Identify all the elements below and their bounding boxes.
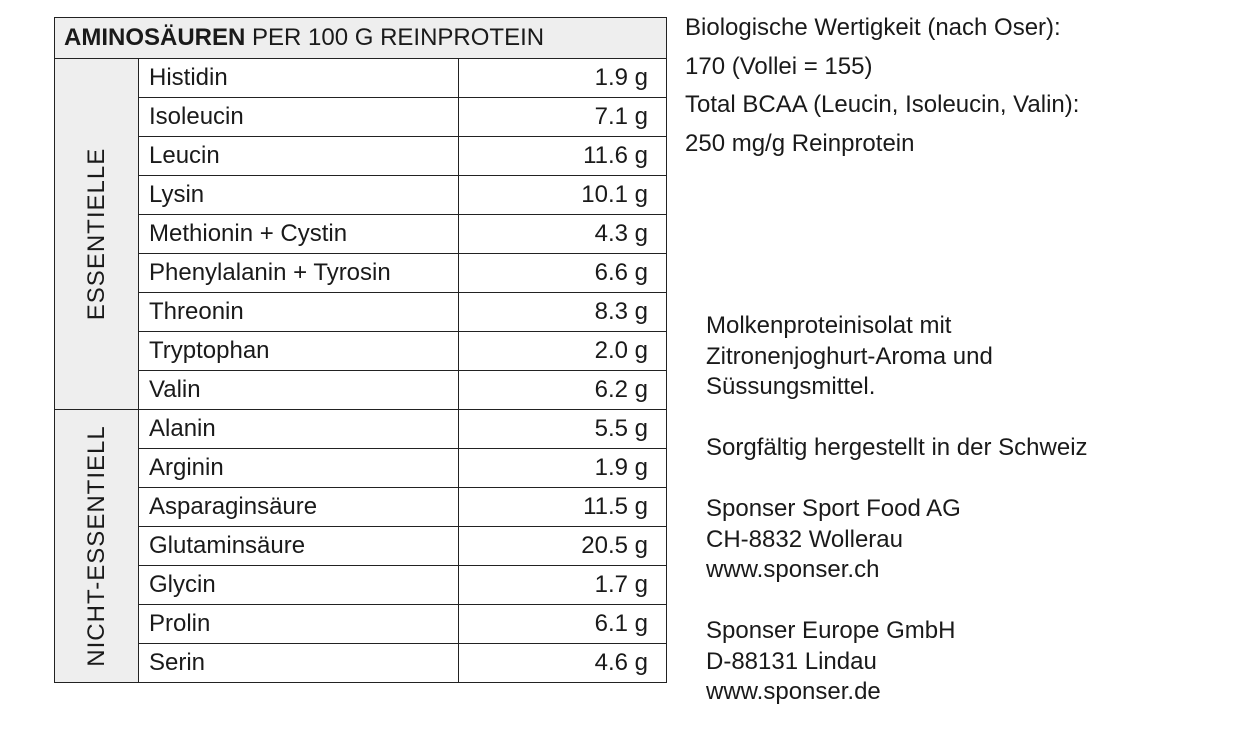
- amino-acid-value: 8.3 g: [459, 293, 667, 332]
- amino-acid-name: Threonin: [139, 293, 459, 332]
- description-line: Süssungsmittel.: [706, 373, 876, 400]
- table-header-row: [55, 18, 667, 59]
- amino-acid-name: Glycin: [139, 566, 459, 605]
- amino-acid-value: 1.9 g: [459, 449, 667, 488]
- amino-acid-name: Glutaminsäure: [139, 527, 459, 566]
- company-ch-address: [706, 494, 961, 586]
- amino-acid-value: 4.6 g: [459, 644, 667, 683]
- table-row: [55, 566, 667, 605]
- amino-acid-name: Alanin: [139, 410, 459, 449]
- amino-acid-value: 5.5 g: [459, 410, 667, 449]
- table-row: [55, 293, 667, 332]
- amino-acid-name: Methionin + Cystin: [139, 215, 459, 254]
- table-row: [55, 98, 667, 137]
- company-website-link[interactable]: www.sponser.ch: [706, 556, 880, 583]
- group-label: ESSENTIELLE: [82, 147, 110, 321]
- amino-acid-value: 1.9 g: [459, 59, 667, 98]
- amino-acid-value: 7.1 g: [459, 98, 667, 137]
- table-row: [55, 449, 667, 488]
- company-website-link[interactable]: www.sponser.de: [706, 678, 881, 705]
- amino-acid-name: Valin: [139, 371, 459, 410]
- amino-acid-value: 6.6 g: [459, 254, 667, 293]
- amino-acid-name: Histidin: [139, 59, 459, 98]
- amino-acid-name: Lysin: [139, 176, 459, 215]
- amino-acid-value: 20.5 g: [459, 527, 667, 566]
- amino-acid-value: 6.2 g: [459, 371, 667, 410]
- description-line: Molkenproteinisolat mit: [706, 312, 952, 339]
- company-city: CH-8832 Wollerau: [706, 525, 903, 553]
- info-line: 250 mg/g Reinprotein: [685, 129, 915, 157]
- group-cell: [55, 410, 139, 683]
- amino-acid-value: 11.5 g: [459, 488, 667, 527]
- origin-note: [706, 433, 1088, 464]
- amino-acid-name: Prolin: [139, 605, 459, 644]
- amino-acid-value: 11.6 g: [459, 137, 667, 176]
- info-line: Total BCAA (Leucin, Isoleucin, Valin):: [685, 91, 1080, 118]
- company-name: Sponser Europe GmbH: [706, 617, 956, 644]
- amino-acid-value: 4.3 g: [459, 215, 667, 254]
- table-row: [55, 254, 667, 293]
- amino-acid-value: 6.1 g: [459, 605, 667, 644]
- group-cell: [55, 59, 139, 410]
- origin-line: Sorgfältig hergestellt in der Schweiz: [706, 434, 1088, 461]
- amino-acid-name: Asparaginsäure: [139, 488, 459, 527]
- amino-acid-name: Tryptophan: [139, 332, 459, 371]
- table-row: [55, 332, 667, 371]
- table-row: [55, 644, 667, 683]
- table-row: [55, 527, 667, 566]
- company-name: Sponser Sport Food AG: [706, 495, 961, 522]
- table-row: [55, 410, 667, 449]
- biological-value-info: [685, 9, 1079, 163]
- amino-acid-name: Phenylalanin + Tyrosin: [139, 254, 459, 293]
- group-label: NICHT-ESSENTIELL: [82, 425, 110, 667]
- table-row: [55, 176, 667, 215]
- table-row: [55, 215, 667, 254]
- company-eu-address: [706, 616, 955, 708]
- product-description: [706, 311, 993, 403]
- table-row: [55, 488, 667, 527]
- table-title-bold: AMINOSÄUREN: [64, 24, 246, 51]
- table-title: [55, 18, 667, 59]
- table-row: [55, 137, 667, 176]
- amino-acid-value: 10.1 g: [459, 176, 667, 215]
- amino-acid-name: Serin: [139, 644, 459, 683]
- table-title-rest: PER 100 G REINPROTEIN: [245, 24, 545, 51]
- amino-acid-name: Leucin: [139, 137, 459, 176]
- company-city: D-88131 Lindau: [706, 647, 877, 675]
- amino-acid-name: Arginin: [139, 449, 459, 488]
- amino-acid-value: 2.0 g: [459, 332, 667, 371]
- info-line: 170 (Vollei = 155): [685, 52, 873, 80]
- amino-acid-value: 1.7 g: [459, 566, 667, 605]
- amino-acid-table: [54, 17, 667, 683]
- table-row: [55, 605, 667, 644]
- table-row: [55, 59, 667, 98]
- amino-acid-name: Isoleucin: [139, 98, 459, 137]
- table-row: [55, 371, 667, 410]
- info-line: Biologische Wertigkeit (nach Oser):: [685, 14, 1061, 41]
- description-line: Zitronenjoghurt-Aroma und: [706, 342, 993, 370]
